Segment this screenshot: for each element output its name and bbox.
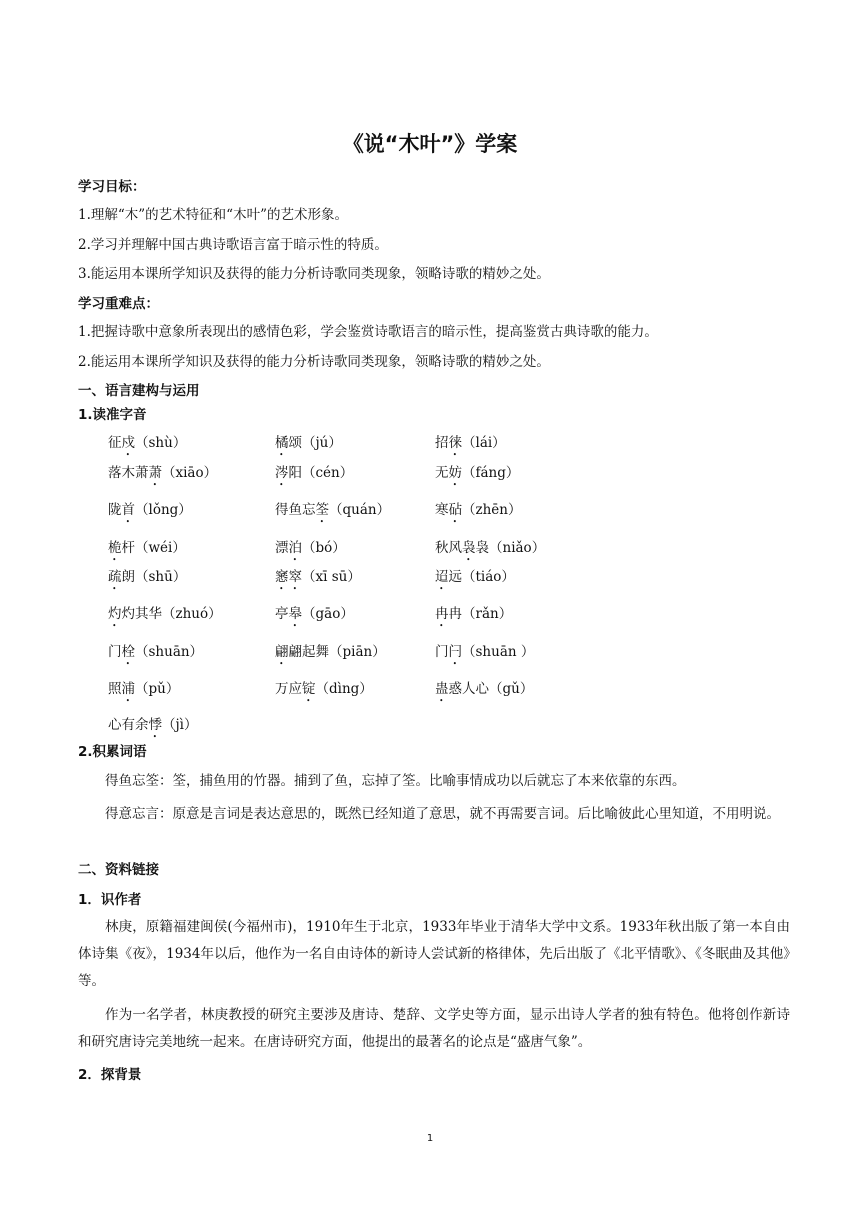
pinyin-reading: （pǔ） bbox=[135, 681, 180, 697]
dotted-character: 涔 bbox=[275, 465, 289, 481]
pinyin-reading: （shū） bbox=[135, 569, 187, 585]
word-part: 惑人心 bbox=[448, 681, 489, 697]
pronunciation-item bbox=[435, 434, 506, 459]
pronunciation-item bbox=[435, 680, 533, 705]
pinyin-reading: （shuān ） bbox=[462, 644, 535, 660]
pronunciation-item bbox=[435, 643, 534, 668]
goal-item: 1.理解“木”的艺术特征和“木叶”的艺术形象。 bbox=[78, 207, 348, 223]
pronunciation-item bbox=[275, 605, 354, 630]
pinyin-reading: （wéi） bbox=[135, 540, 186, 556]
pinyin-reading: （lái） bbox=[462, 435, 506, 451]
word-part: 袅 bbox=[475, 540, 489, 556]
pinyin-reading: （gǔ） bbox=[489, 681, 534, 697]
pronunciation-item bbox=[108, 464, 217, 489]
dotted-character: 橘 bbox=[275, 435, 289, 451]
dotted-character: 浦 bbox=[121, 681, 135, 697]
dotted-character: 闩 bbox=[448, 644, 462, 660]
word-part: 远 bbox=[448, 569, 462, 585]
word-part: 落木萧 bbox=[108, 465, 149, 481]
section1-heading: 一、语言建构与运用 bbox=[78, 383, 200, 399]
pinyin-reading: （niǎo） bbox=[489, 540, 546, 556]
word-part: 颂 bbox=[288, 435, 302, 451]
pronunciation-item bbox=[108, 643, 203, 668]
word-part: 无 bbox=[435, 465, 449, 481]
pronunciation-item bbox=[275, 539, 346, 564]
dotted-character: 皋 bbox=[288, 606, 302, 622]
pronunciation-item bbox=[435, 501, 522, 526]
dotted-character: 翩 bbox=[275, 644, 289, 660]
pronunciation-item bbox=[275, 501, 390, 526]
word-part: 亭 bbox=[275, 606, 289, 622]
dotted-character: 戍 bbox=[121, 435, 135, 451]
pronunciation-item bbox=[108, 434, 186, 459]
dotted-character: 蛊 bbox=[435, 681, 449, 697]
pronunciation-item bbox=[435, 539, 545, 564]
pinyin-reading: （lǒng） bbox=[135, 502, 192, 518]
pronunciation-item bbox=[108, 605, 222, 630]
word-part: 得鱼忘 bbox=[275, 502, 316, 518]
dotted-character: 桅 bbox=[108, 540, 122, 556]
dotted-character: 悸 bbox=[148, 717, 162, 733]
pinyin-reading: （gāo） bbox=[302, 606, 354, 622]
word-part: 翩起舞 bbox=[288, 644, 329, 660]
keypoints-heading: 学习重难点： bbox=[78, 296, 159, 312]
word-part: 秋风 bbox=[435, 540, 462, 556]
section1-sub-vocab: 2.积累词语 bbox=[78, 744, 147, 760]
word-part: 杆 bbox=[121, 540, 135, 556]
pronunciation-item bbox=[275, 434, 342, 459]
dotted-character: 砧 bbox=[448, 502, 462, 518]
dotted-character: 迢 bbox=[435, 569, 449, 585]
pinyin-reading: （rǎn） bbox=[462, 606, 513, 622]
dotted-character: 窸窣 bbox=[275, 569, 302, 585]
dotted-character: 妨 bbox=[448, 465, 462, 481]
pronunciation-item bbox=[275, 464, 353, 489]
word-part: 漂 bbox=[275, 540, 289, 556]
pinyin-reading: （fáng） bbox=[462, 465, 520, 481]
dotted-character: 徕 bbox=[448, 435, 462, 451]
pronunciation-item bbox=[108, 680, 179, 705]
pinyin-reading: （shuān） bbox=[135, 644, 204, 660]
section2-sub-background: 2．探背景 bbox=[78, 1067, 142, 1083]
dotted-character: 袅 bbox=[462, 540, 476, 556]
pinyin-reading: （zhēn） bbox=[462, 502, 522, 518]
dotted-character: 首 bbox=[121, 502, 135, 518]
pronunciation-item bbox=[108, 501, 192, 526]
pronunciation-item bbox=[108, 716, 198, 741]
vocab-entry: 得意忘言：原意是言词是表达意思的，既然已经知道了意思，就不再需要言词。后比喻彼此心里知道，不用明说。 bbox=[105, 806, 780, 822]
pinyin-reading: （cén） bbox=[302, 465, 354, 481]
dotted-character: 筌 bbox=[315, 502, 329, 518]
word-part: 灼其华 bbox=[121, 606, 162, 622]
word-part: 心有余 bbox=[108, 717, 149, 733]
page-number: 1 bbox=[426, 1133, 434, 1144]
pronunciation-item bbox=[275, 568, 361, 593]
pinyin-reading: （xī sū） bbox=[302, 569, 361, 585]
pinyin-reading: （dìng） bbox=[315, 681, 373, 697]
goal-item: 2.学习并理解中国古典诗歌语言富于暗示性的特质。 bbox=[78, 237, 388, 253]
author-paragraph: 作为一名学者，林庚教授的研究主要涉及唐诗、楚辞、文学史等方面，显示出诗人学者的独有特色。他将创作新诗和研究唐诗完美地统一起来。在唐诗研究方面，他提出的最著名的论点是“盛唐气象”。 bbox=[78, 1007, 790, 1050]
pronunciation-item bbox=[275, 680, 373, 705]
document-title: 《说“木叶”》学案 bbox=[342, 132, 518, 156]
vocab-entry: 得鱼忘筌：筌，捕鱼用的竹器。捕到了鱼，忘掉了筌。比喻事情成功以后就忘了本来依靠的东西。 bbox=[105, 773, 686, 789]
pinyin-reading: （jì） bbox=[162, 717, 198, 733]
dotted-character: 锭 bbox=[302, 681, 316, 697]
word-part: 万应 bbox=[275, 681, 302, 697]
pinyin-reading: （quán） bbox=[329, 502, 391, 518]
pinyin-reading: （shù） bbox=[135, 435, 187, 451]
dotted-character: 疏 bbox=[108, 569, 122, 585]
section1-sub-pronunciation: 1.读准字音 bbox=[78, 407, 147, 423]
goals-heading: 学习目标： bbox=[78, 179, 146, 195]
word-part: 朗 bbox=[121, 569, 135, 585]
pinyin-reading: （bó） bbox=[302, 540, 346, 556]
pinyin-reading: （tiáo） bbox=[462, 569, 515, 585]
word-part: 门 bbox=[108, 644, 122, 660]
keypoint-item: 1.把握诗歌中意象所表现出的感情色彩，学会鉴赏诗歌语言的暗示性，提高鉴赏古典诗歌的能力。 bbox=[78, 324, 658, 340]
dotted-character: 灼 bbox=[108, 606, 122, 622]
pronunciation-item bbox=[108, 568, 186, 593]
author-paragraph: 林庚，原籍福建闽侯(今福州市)，1910年生于北京，1933年毕业于清华大学中文系。1933年秋出版了第一本自由体诗集《夜》，1934年以后，他作为一名自由诗体的新诗人尝试新的格律体，先后出版了《北平情歌》、《冬眠曲及其他》等。 bbox=[78, 919, 790, 989]
word-part: 阳 bbox=[288, 465, 302, 481]
pronunciation-item bbox=[435, 568, 515, 593]
pinyin-reading: （jú） bbox=[302, 435, 342, 451]
word-part: 招 bbox=[435, 435, 449, 451]
pronunciation-item bbox=[435, 605, 512, 630]
pinyin-reading: （xiāo） bbox=[162, 465, 218, 481]
word-part: 陇 bbox=[108, 502, 122, 518]
pinyin-reading: （piān） bbox=[329, 644, 386, 660]
goal-item: 3.能运用本课所学知识及获得的能力分析诗歌同类现象，领略诗歌的精妙之处。 bbox=[78, 266, 550, 282]
word-part: 征 bbox=[108, 435, 122, 451]
pronunciation-item bbox=[108, 539, 186, 564]
word-part: 照 bbox=[108, 681, 122, 697]
keypoint-item: 2.能运用本课所学知识及获得的能力分析诗歌同类现象，领略诗歌的精妙之处。 bbox=[78, 354, 550, 370]
dotted-character: 萧 bbox=[148, 465, 162, 481]
word-part: 冉 bbox=[448, 606, 462, 622]
word-part: 门 bbox=[435, 644, 449, 660]
dotted-character: 冉 bbox=[435, 606, 449, 622]
dotted-character: 泊 bbox=[288, 540, 302, 556]
word-part: 寒 bbox=[435, 502, 449, 518]
pinyin-reading: （zhuó） bbox=[162, 606, 222, 622]
section2-heading: 二、资料链接 bbox=[78, 862, 159, 878]
pronunciation-item bbox=[275, 643, 386, 668]
dotted-character: 栓 bbox=[121, 644, 135, 660]
pronunciation-item bbox=[435, 464, 519, 489]
section2-sub-author: 1．识作者 bbox=[78, 892, 142, 908]
